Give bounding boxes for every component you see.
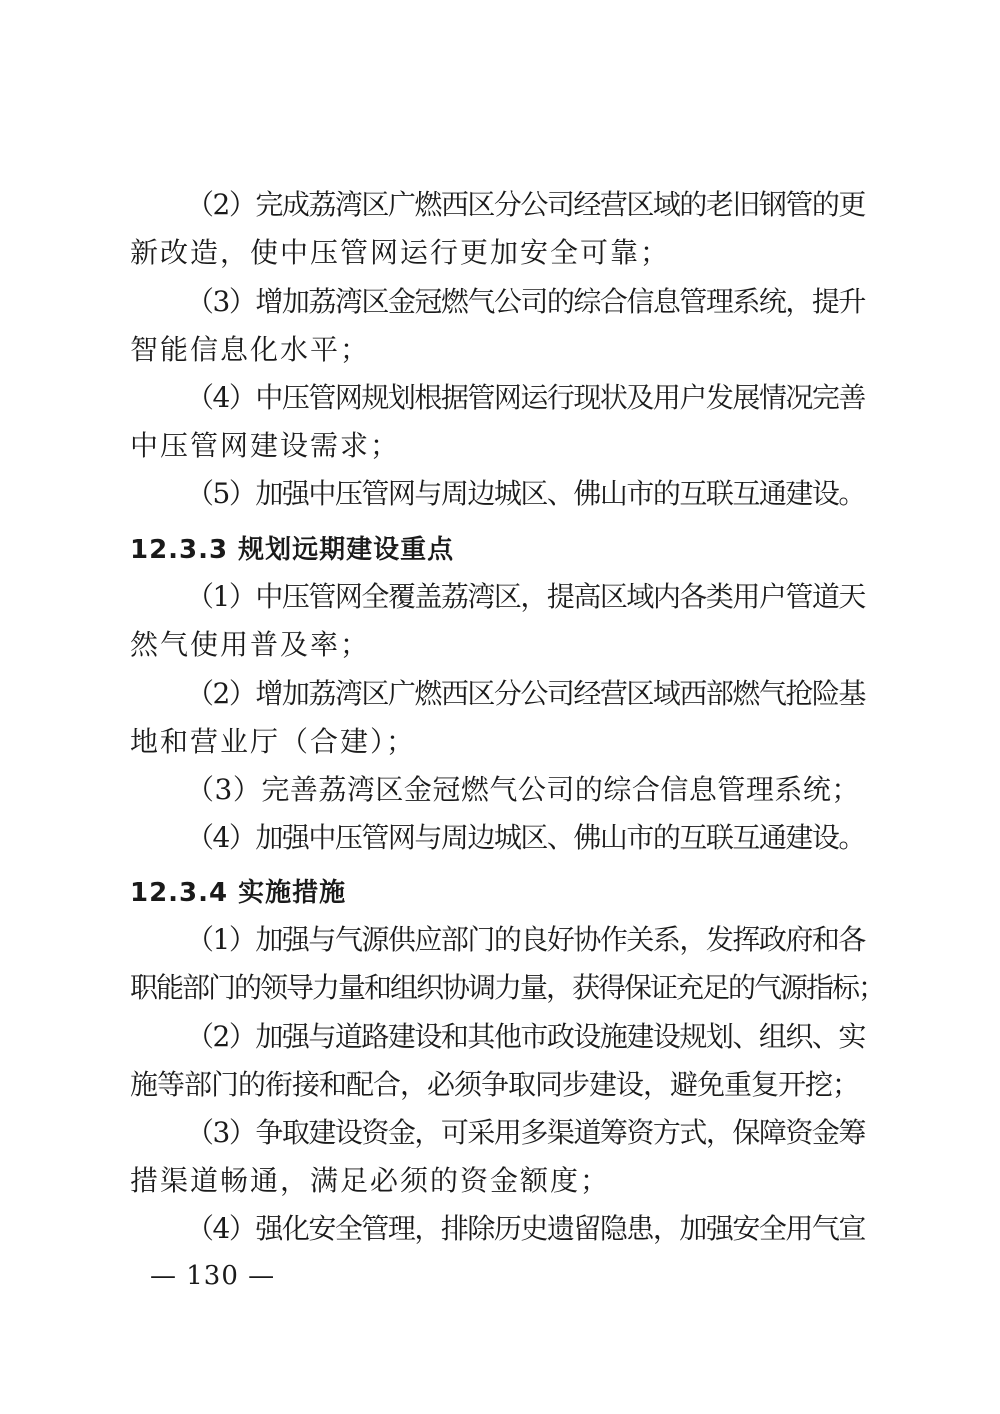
paragraph-line: 中压管网建设需求； — [130, 429, 401, 462]
paragraph-line: （2）加强与道路建设和其他市政设施建设规划、组织、实 — [186, 1020, 865, 1053]
paragraph-line: （3）完善荔湾区金冠燃气公司的综合信息管理系统； — [186, 773, 860, 806]
paragraph-line: 职能部门的领导力量和组织协调力量，获得保证充足的气源指标； — [130, 971, 885, 1004]
paragraph-line: （4）中压管网规划根据管网运行现状及用户发展情况完善 — [186, 381, 865, 414]
paragraph-line: 措渠道畅通，满足必须的资金额度； — [130, 1164, 611, 1197]
paragraph-line: 施等部门的衔接和配合，必须争取同步建设，避免重复开挖； — [130, 1068, 860, 1101]
paragraph-line: （1）中压管网全覆盖荔湾区，提高区域内各类用户管道天 — [186, 580, 865, 613]
paragraph-line: （4）强化安全管理，排除历史遗留隐患，加强安全用气宣 — [186, 1212, 865, 1245]
paragraph-line: （5）加强中压管网与周边城区、佛山市的互联互通建设。 — [186, 477, 865, 510]
section-heading-12-3-4: 12.3.4 实施措施 — [130, 878, 347, 908]
paragraph-line: 新改造，使中压管网运行更加安全可靠； — [130, 236, 671, 269]
paragraph-line: （4）加强中压管网与周边城区、佛山市的互联互通建设。 — [186, 821, 865, 854]
section-heading-12-3-3: 12.3.3 规划远期建设重点 — [130, 535, 455, 565]
paragraph-line: （2）完成荔湾区广燃西区分公司经营区域的老旧钢管的更 — [186, 188, 865, 221]
paragraph-line: （3）争取建设资金，可采用多渠道筹资方式，保障资金筹 — [186, 1116, 865, 1149]
page-number: — 130 — — [150, 1261, 276, 1291]
paragraph-line: （2）增加荔湾区广燃西区分公司经营区域西部燃气抢险基 — [186, 677, 865, 710]
paragraph-line: 智能信息化水平； — [130, 333, 371, 366]
paragraph-line: （3）增加荔湾区金冠燃气公司的综合信息管理系统，提升 — [186, 285, 865, 318]
paragraph-line: 然气使用普及率； — [130, 628, 371, 661]
paragraph-line: （1）加强与气源供应部门的良好协作关系，发挥政府和各 — [186, 923, 865, 956]
paragraph-line: 地和营业厅（合建）； — [130, 725, 417, 758]
